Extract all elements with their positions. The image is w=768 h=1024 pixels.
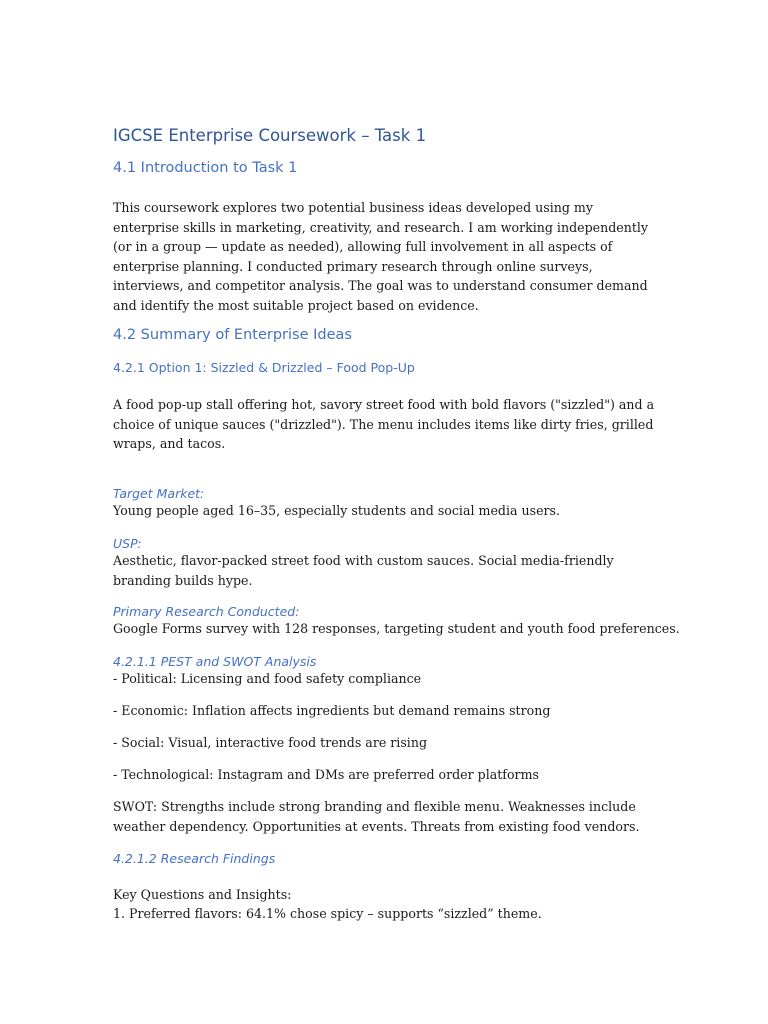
target-market-text: Young people aged 16–35, especially students and social media users. xyxy=(113,503,561,518)
pest-technological: - Technological: Instagram and DMs are preferred order platforms xyxy=(113,767,539,782)
target-market-label: Target Market: xyxy=(113,486,205,501)
pest-economic: - Economic: Inflation affects ingredients but demand remains strong xyxy=(113,703,551,718)
section-4-1-body: This coursework explores two potential business ideas developed using my enterprise skills in marketing, creativity, and research. I am working independently (or in a group — update as needed), allowing full involvement in all aspects of enterprise planning. I conducted primary research through online surveys, interviews, and competitor analysis. The goal was to understand consumer demand and identify the most suitable project based on evidence. xyxy=(113,200,649,313)
research-findings-heading: 4.2.1.2 Research Findings xyxy=(113,851,276,866)
section-4-1-heading: 4.1 Introduction to Task 1 xyxy=(113,160,298,176)
pest-swot-heading: 4.2.1.1 PEST and SWOT Analysis xyxy=(113,654,317,669)
usp-label: USP: xyxy=(113,536,142,551)
pest-political: - Political: Licensing and food safety compliance xyxy=(113,671,422,686)
swot-summary: SWOT: Strengths include strong branding and flexible menu. Weaknesses include weather dependency. Opportunities at events. Threats from existing food vendors. xyxy=(113,799,640,834)
usp-text: Aesthetic, flavor-packed street food with custom sauces. Social media-friendly branding builds hype. xyxy=(113,553,614,588)
research-label: Primary Research Conducted: xyxy=(113,604,300,619)
research-text: Google Forms survey with 128 responses, targeting student and youth food preferences. xyxy=(113,621,680,636)
option-1-body: A food pop-up stall offering hot, savory street food with bold flavors ("sizzled") and a choice of unique sauces ("drizzled"). The menu includes items like dirty fries, grilled wraps, and tacos. xyxy=(113,397,655,451)
section-4-2-heading: 4.2 Summary of Enterprise Ideas xyxy=(113,327,352,343)
findings-intro: Key Questions and Insights: xyxy=(113,887,292,902)
document-title: IGCSE Enterprise Coursework – Task 1 xyxy=(113,126,427,145)
finding-1: 1. Preferred flavors: 64.1% chose spicy – supports “sizzled” theme. xyxy=(113,906,542,921)
pest-social: - Social: Visual, interactive food trends are rising xyxy=(113,735,428,750)
option-1-heading: 4.2.1 Option 1: Sizzled & Drizzled – Food Pop-Up xyxy=(113,360,415,375)
